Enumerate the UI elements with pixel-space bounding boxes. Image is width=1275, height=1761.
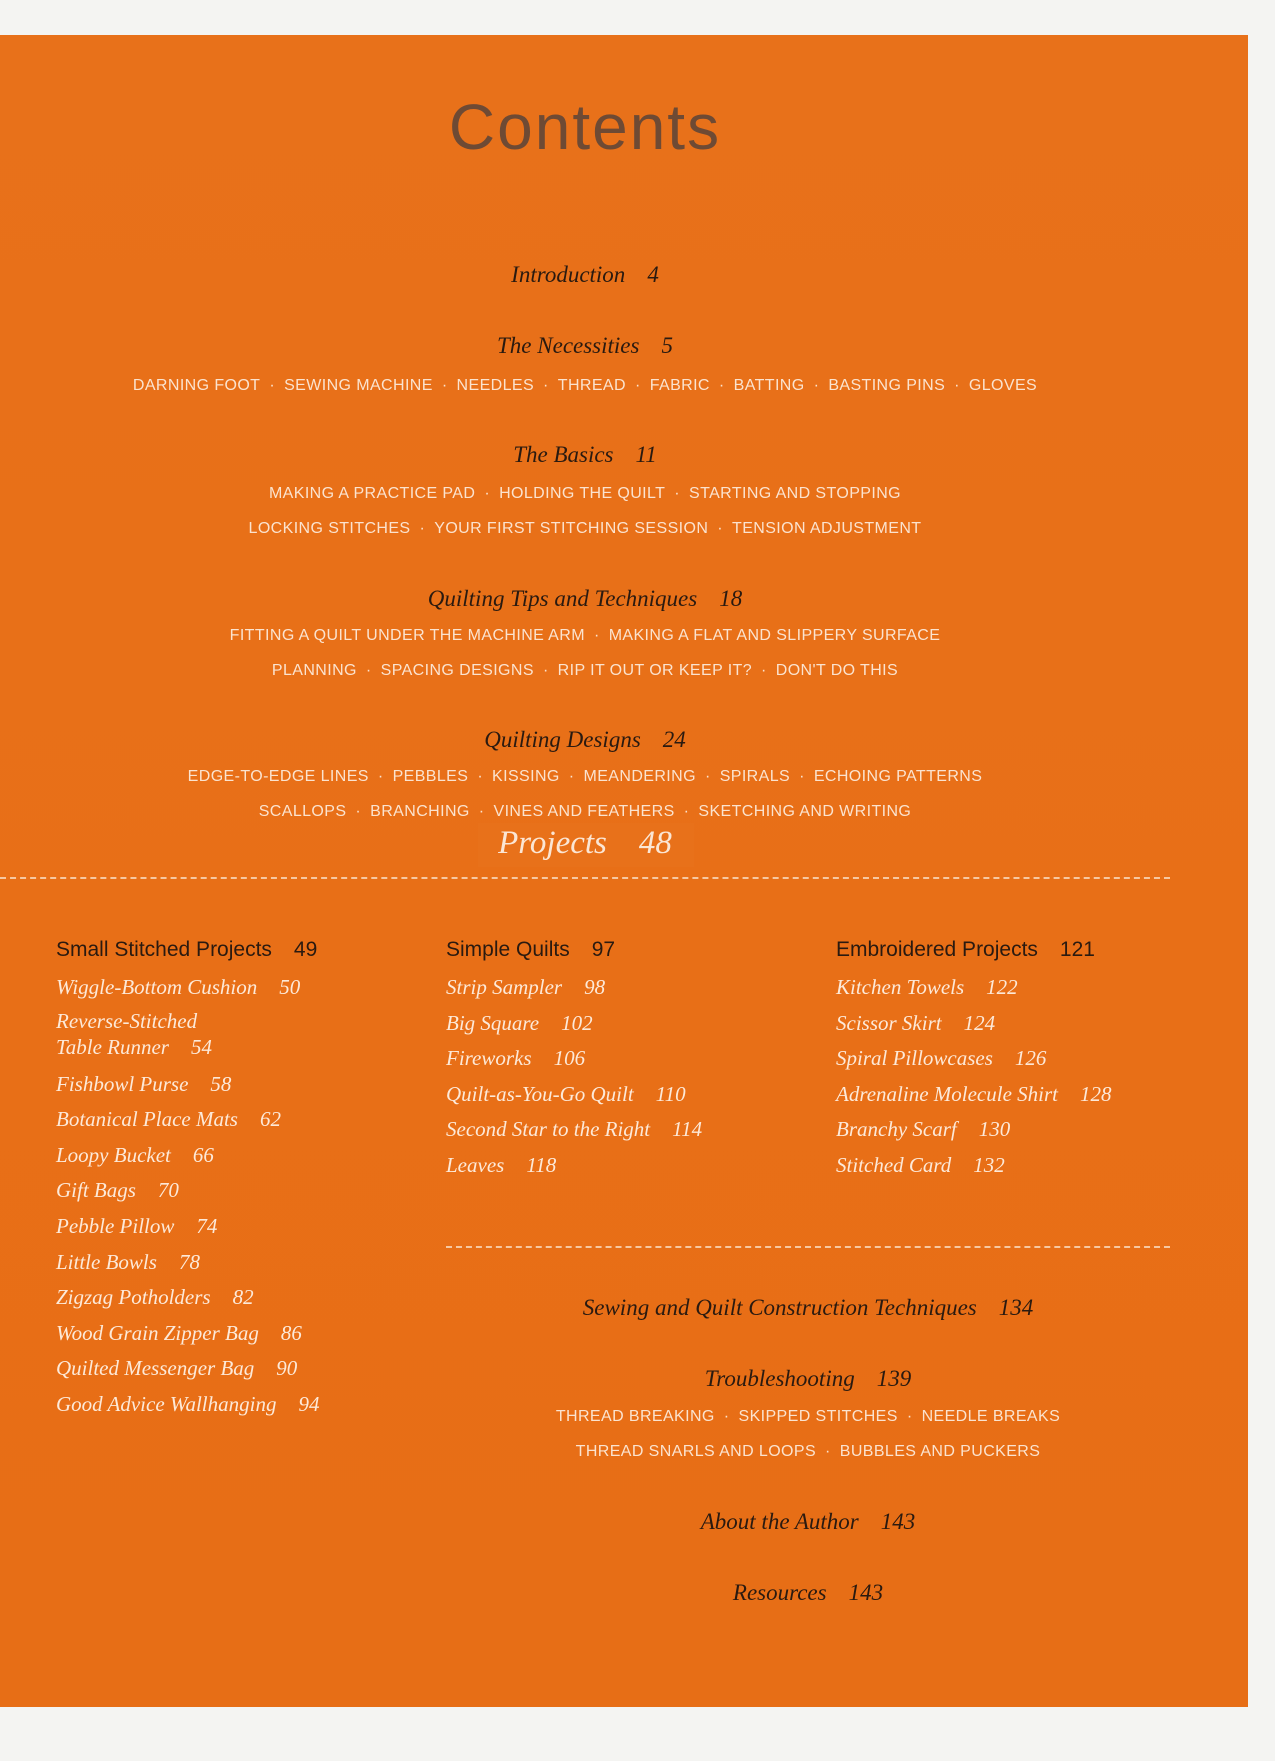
topic-item[interactable]: NEEDLE BREAKS bbox=[921, 1408, 1061, 1425]
entry-label: Embroidered Projects bbox=[836, 938, 1038, 961]
entry-label: Adrenaline Molecule Shirt bbox=[836, 1081, 1058, 1106]
project-entry[interactable] bbox=[446, 1043, 702, 1079]
project-entry[interactable] bbox=[836, 1079, 1112, 1115]
toc-entry-introduction[interactable] bbox=[0, 262, 1170, 288]
entry-page: 130 bbox=[978, 1117, 1011, 1142]
entry-page: 78 bbox=[178, 1249, 200, 1274]
topic-item[interactable]: BRANCHING bbox=[370, 803, 470, 820]
entry-label: The Necessities bbox=[497, 333, 640, 358]
entry-page: 121 bbox=[1059, 938, 1095, 961]
toc-entry-sewing-techniques[interactable] bbox=[446, 1295, 1170, 1321]
project-entry[interactable] bbox=[56, 1140, 319, 1176]
topic-item[interactable]: TENSION ADJUSTMENT bbox=[732, 520, 922, 537]
entry-label: Quilting Tips and Techniques bbox=[427, 586, 698, 611]
entry-page: 62 bbox=[259, 1107, 281, 1132]
entry-page: 49 bbox=[293, 938, 318, 961]
toc-entry-small-projects[interactable] bbox=[56, 938, 319, 962]
entry-label: About the Author bbox=[700, 1509, 859, 1534]
separator-dot: · bbox=[365, 662, 372, 679]
entry-page: 90 bbox=[276, 1356, 298, 1381]
entry-label: Fishbowl Purse bbox=[56, 1071, 189, 1096]
entry-page: 122 bbox=[986, 975, 1018, 999]
projects-divider bbox=[0, 877, 1170, 879]
entry-label-line-1: Reverse-Stitched bbox=[56, 1008, 198, 1033]
separator-dot: · bbox=[593, 627, 600, 644]
entry-label: Big Square bbox=[446, 1010, 540, 1035]
separator-dot: · bbox=[683, 803, 690, 820]
basics-topics-line-1 bbox=[0, 485, 1170, 503]
entry-page: 102 bbox=[561, 1010, 593, 1035]
project-entry[interactable] bbox=[56, 1175, 319, 1211]
entry-label: Quilted Messenger Bag bbox=[56, 1356, 255, 1381]
entry-label: Spiral Pillowcases bbox=[836, 1046, 993, 1071]
entry-page: 11 bbox=[635, 442, 657, 467]
entry-label: Scissor Skirt bbox=[836, 1010, 942, 1035]
topic-item[interactable]: KISSING bbox=[492, 768, 560, 785]
topic-item[interactable]: DON'T DO THIS bbox=[775, 662, 899, 679]
entry-label: Second Star to the Right bbox=[446, 1117, 651, 1142]
entry-page: 106 bbox=[553, 1046, 586, 1071]
topic-item[interactable]: MAKING A PRACTICE PAD bbox=[268, 485, 476, 502]
topic-item[interactable]: SKIPPED STITCHES bbox=[738, 1408, 898, 1425]
entry-label: Stitched Card bbox=[836, 1152, 952, 1177]
project-entry[interactable] bbox=[446, 972, 702, 1008]
troubleshooting-topics-line-2 bbox=[446, 1443, 1170, 1461]
necessities-topics bbox=[0, 377, 1170, 395]
entry-page: 134 bbox=[998, 1295, 1034, 1320]
designs-topics-line-1 bbox=[0, 768, 1170, 786]
entry-label: Wiggle-Bottom Cushion bbox=[56, 975, 258, 999]
column-embroidered-projects bbox=[836, 938, 1112, 1186]
topic-item[interactable]: PEBBLES bbox=[392, 768, 469, 785]
entry-page: 124 bbox=[963, 1010, 996, 1035]
project-entry[interactable] bbox=[56, 1389, 319, 1425]
project-entry[interactable] bbox=[56, 972, 319, 1008]
entry-label: Wood Grain Zipper Bag bbox=[56, 1320, 259, 1345]
project-entry[interactable] bbox=[56, 1069, 319, 1105]
topic-item[interactable]: PLANNING bbox=[271, 662, 357, 679]
separator-dot: · bbox=[542, 662, 549, 679]
entry-page: 66 bbox=[192, 1142, 214, 1167]
topic-item[interactable]: MAKING A FLAT AND SLIPPERY SURFACE bbox=[608, 627, 941, 644]
toc-entry-necessities[interactable] bbox=[0, 333, 1170, 359]
entry-label: Little Bowls bbox=[56, 1249, 157, 1274]
project-entry[interactable] bbox=[56, 1282, 319, 1318]
separator-dot: · bbox=[568, 768, 575, 785]
project-entry[interactable] bbox=[446, 1114, 702, 1150]
separator-dot: · bbox=[478, 803, 485, 820]
project-entry[interactable] bbox=[836, 1043, 1112, 1079]
page-title: Contents bbox=[448, 91, 722, 163]
entry-page: 110 bbox=[655, 1081, 686, 1106]
entry-label: Introduction bbox=[511, 262, 626, 287]
topic-item[interactable]: BASTING PINS bbox=[828, 377, 946, 394]
simple-quilts-list bbox=[446, 972, 702, 1186]
separator-dot: · bbox=[441, 377, 448, 394]
topic-item[interactable]: LOCKING STITCHES bbox=[248, 520, 411, 537]
entry-page: 143 bbox=[880, 1509, 916, 1534]
project-entry[interactable] bbox=[56, 1104, 319, 1140]
entry-label: Loopy Bucket bbox=[56, 1142, 171, 1167]
separator-dot: · bbox=[717, 520, 724, 537]
topic-item[interactable]: SPIRALS bbox=[719, 768, 791, 785]
entry-page: 86 bbox=[280, 1320, 302, 1345]
separator-dot: · bbox=[906, 1408, 913, 1425]
toc-entry-simple-quilts[interactable] bbox=[446, 938, 702, 962]
project-entry[interactable] bbox=[836, 1114, 1112, 1150]
entry-page: 82 bbox=[232, 1285, 254, 1310]
entry-page: 48 bbox=[638, 825, 672, 861]
topic-item[interactable]: THREAD BREAKING bbox=[555, 1408, 715, 1425]
topic-item[interactable]: DARNING FOOT bbox=[132, 377, 261, 394]
column-small-projects bbox=[56, 938, 319, 1425]
entry-label: The Basics bbox=[513, 442, 614, 467]
topic-item[interactable]: HOLDING THE QUILT bbox=[499, 485, 666, 502]
project-entry[interactable] bbox=[56, 1211, 319, 1247]
topic-item[interactable]: SCALLOPS bbox=[258, 803, 347, 820]
topic-item[interactable]: FABRIC bbox=[649, 377, 710, 394]
toc-entry-troubleshooting[interactable] bbox=[446, 1366, 1170, 1392]
entry-label: Botanical Place Mats bbox=[56, 1107, 238, 1132]
separator-dot: · bbox=[543, 377, 549, 394]
toc-entry-resources[interactable] bbox=[446, 1580, 1170, 1606]
entry-label: Good Advice Wallhanging bbox=[56, 1391, 277, 1416]
entry-label: Leaves bbox=[446, 1152, 505, 1177]
topic-item[interactable]: FITTING A QUILT UNDER THE MACHINE ARM bbox=[229, 627, 585, 644]
topic-item[interactable]: ECHOING PATTERNS bbox=[813, 768, 983, 785]
entry-page: 50 bbox=[279, 975, 301, 999]
separator-dot: · bbox=[813, 377, 820, 394]
entry-label: Kitchen Towels bbox=[836, 975, 965, 999]
project-entry[interactable] bbox=[56, 1318, 319, 1354]
entry-label: Strip Sampler bbox=[446, 975, 563, 999]
separator-dot: · bbox=[704, 768, 711, 785]
separator-dot: · bbox=[799, 768, 805, 785]
topic-item[interactable]: BUBBLES AND PUCKERS bbox=[839, 1443, 1041, 1460]
project-entry[interactable] bbox=[446, 1008, 702, 1044]
entry-page: 98 bbox=[584, 975, 606, 999]
separator-dot: · bbox=[419, 520, 426, 537]
toc-entry-embroidered-projects[interactable] bbox=[836, 938, 1112, 962]
toc-entry-projects[interactable] bbox=[0, 825, 1170, 862]
separator-dot: · bbox=[377, 768, 384, 785]
entry-page: 132 bbox=[973, 1152, 1005, 1177]
project-entry[interactable] bbox=[56, 1008, 319, 1069]
project-entry[interactable] bbox=[836, 972, 1112, 1008]
topic-item[interactable]: VINES AND FEATHERS bbox=[493, 803, 675, 820]
project-entry[interactable] bbox=[836, 1008, 1112, 1044]
topic-item[interactable]: EDGE-TO-EDGE LINES bbox=[187, 768, 369, 785]
entry-page: 126 bbox=[1014, 1046, 1047, 1071]
entry-label: Projects bbox=[498, 825, 607, 861]
entry-label: Gift Bags bbox=[56, 1178, 136, 1203]
separator-dot: · bbox=[718, 377, 725, 394]
entry-label: Zigzag Potholders bbox=[56, 1285, 211, 1310]
topic-item[interactable]: YOUR FIRST STITCHING SESSION bbox=[434, 520, 709, 537]
project-entry[interactable] bbox=[836, 1150, 1112, 1186]
toc-entry-about-author[interactable] bbox=[446, 1509, 1170, 1535]
entry-page: 97 bbox=[591, 938, 616, 961]
entry-label-line-2: Table Runner bbox=[56, 1034, 169, 1059]
topic-item[interactable]: SEWING MACHINE bbox=[284, 377, 433, 394]
entry-page: 94 bbox=[298, 1391, 320, 1416]
small-projects-list bbox=[56, 972, 319, 1425]
toc-entry-basics[interactable] bbox=[0, 442, 1170, 468]
topic-item[interactable]: BATTING bbox=[733, 377, 805, 394]
entry-page: 70 bbox=[157, 1178, 179, 1203]
project-entry[interactable] bbox=[446, 1079, 702, 1115]
entry-page: 4 bbox=[647, 262, 659, 287]
separator-dot: · bbox=[954, 377, 960, 394]
topic-item[interactable]: SPACING DESIGNS bbox=[380, 662, 534, 679]
separator-dot: · bbox=[634, 377, 641, 394]
section-divider bbox=[446, 1246, 1170, 1248]
project-entry[interactable] bbox=[446, 1150, 702, 1186]
topic-item[interactable]: STARTING AND STOPPING bbox=[689, 485, 902, 502]
topic-item[interactable]: THREAD SNARLS AND LOOPS bbox=[575, 1443, 817, 1460]
entry-page: 5 bbox=[661, 333, 673, 358]
toc-entry-designs[interactable] bbox=[0, 727, 1170, 753]
topic-item[interactable]: MEANDERING bbox=[583, 768, 696, 785]
entry-page: 74 bbox=[196, 1213, 218, 1238]
basics-topics-line-2 bbox=[0, 520, 1170, 538]
topic-item[interactable]: THREAD bbox=[557, 377, 626, 394]
entry-page: 143 bbox=[848, 1580, 884, 1605]
topic-item[interactable]: SKETCHING AND WRITING bbox=[698, 803, 912, 820]
topic-item[interactable]: NEEDLES bbox=[456, 377, 535, 394]
entry-label: Pebble Pillow bbox=[56, 1213, 175, 1238]
separator-dot: · bbox=[674, 485, 681, 502]
entry-label: Fireworks bbox=[446, 1046, 532, 1071]
entry-page: 24 bbox=[662, 727, 686, 752]
separator-dot: · bbox=[825, 1443, 831, 1460]
separator-dot: · bbox=[723, 1408, 730, 1425]
entry-label: Quilting Designs bbox=[484, 727, 641, 752]
entry-page: 118 bbox=[526, 1152, 557, 1177]
entry-label: Troubleshooting bbox=[704, 1366, 855, 1391]
entry-label: Quilt-as-You-Go Quilt bbox=[446, 1081, 634, 1106]
entry-label: Branchy Scarf bbox=[836, 1117, 957, 1142]
entry-page: 58 bbox=[210, 1071, 232, 1096]
topic-item[interactable]: RIP IT OUT OR KEEP IT? bbox=[557, 662, 753, 679]
designs-topics-line-2 bbox=[0, 803, 1170, 821]
entry-label: Small Stitched Projects bbox=[56, 938, 272, 961]
project-entry[interactable] bbox=[56, 1353, 319, 1389]
topic-item[interactable]: GLOVES bbox=[968, 377, 1038, 394]
entry-page: 139 bbox=[876, 1366, 912, 1391]
project-entry[interactable] bbox=[56, 1247, 319, 1283]
entry-label: Resources bbox=[732, 1580, 827, 1605]
separator-dot: · bbox=[269, 377, 276, 394]
column-simple-quilts bbox=[446, 938, 702, 1186]
embroidered-projects-list bbox=[836, 972, 1112, 1186]
entry-page: 18 bbox=[719, 586, 743, 611]
troubleshooting-topics-line-1 bbox=[446, 1408, 1170, 1426]
entry-label: Sewing and Quilt Construction Techniques bbox=[582, 1295, 977, 1320]
separator-dot: · bbox=[761, 662, 767, 679]
entry-label: Simple Quilts bbox=[446, 938, 570, 961]
entry-page: 114 bbox=[672, 1117, 703, 1142]
entry-page: 128 bbox=[1080, 1081, 1112, 1106]
separator-dot: · bbox=[484, 485, 491, 502]
tips-topics-line-1 bbox=[0, 627, 1170, 645]
toc-entry-tips[interactable] bbox=[0, 586, 1170, 612]
entry-page: 54 bbox=[190, 1034, 212, 1059]
separator-dot: · bbox=[355, 803, 362, 820]
separator-dot: · bbox=[477, 768, 484, 785]
tips-topics-line-2 bbox=[0, 662, 1170, 680]
